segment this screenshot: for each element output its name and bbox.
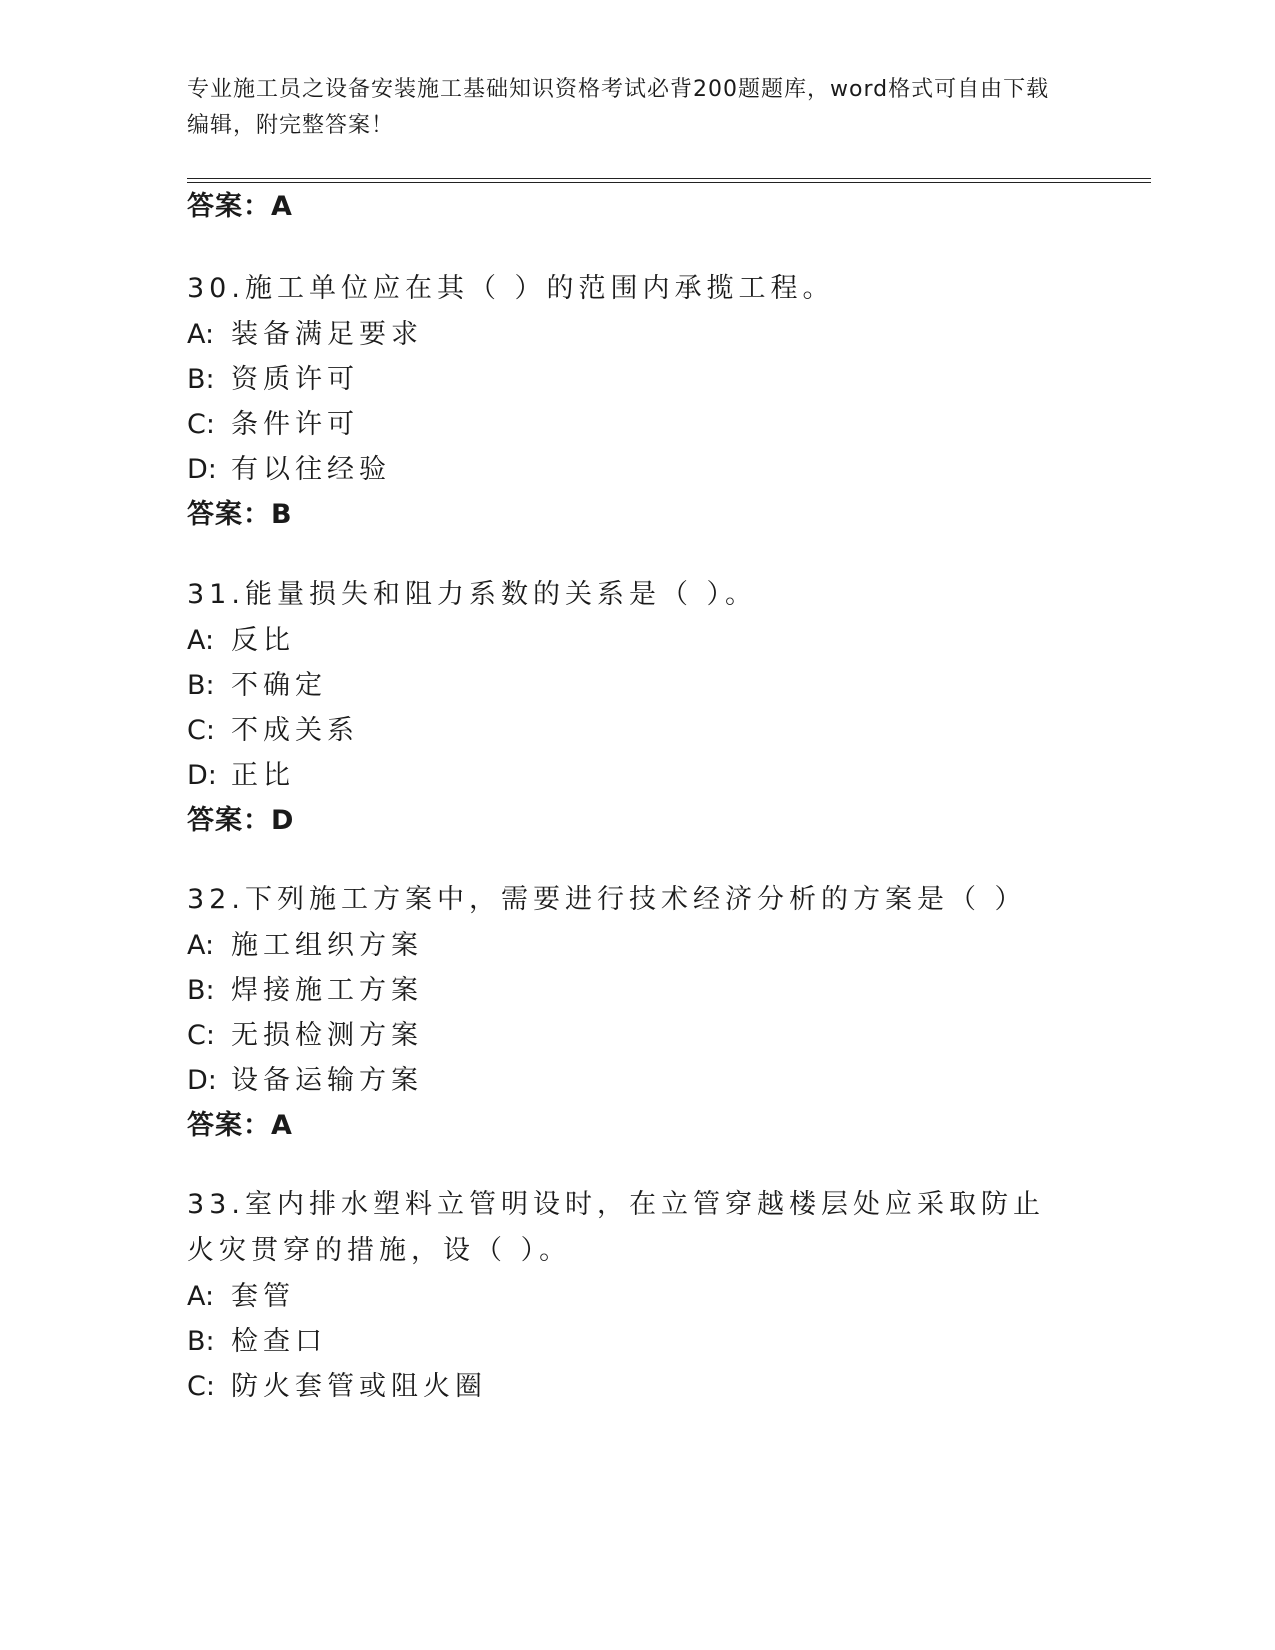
option-text: 反比 bbox=[231, 625, 295, 656]
option-text: 施工组织方案 bbox=[231, 930, 423, 961]
question-33 bbox=[187, 1182, 1057, 1409]
answer-line: 答案：A bbox=[187, 191, 293, 222]
question-30 bbox=[187, 266, 1087, 538]
question-stem: 32.下列施工方案中，需要进行技术经济分析的方案是（ ） bbox=[187, 884, 1027, 915]
answer-line: 答案：D bbox=[187, 805, 295, 836]
option-letter: A: bbox=[187, 625, 215, 656]
option-a bbox=[187, 312, 1087, 357]
question-32 bbox=[187, 877, 1087, 1149]
option-text: 套管 bbox=[231, 1281, 295, 1312]
option-letter: A: bbox=[187, 1281, 215, 1312]
option-letter: B: bbox=[187, 1326, 215, 1357]
option-b bbox=[187, 1319, 1057, 1364]
question-stem: 31.能量损失和阻力系数的关系是（ ）。 bbox=[187, 579, 758, 610]
option-letter: C: bbox=[187, 1371, 215, 1402]
question-stem: 33.室内排水塑料立管明设时，在立管穿越楼层处应采取防止火灾贯穿的措施，设（ ）。 bbox=[187, 1189, 1045, 1266]
option-c bbox=[187, 708, 1087, 753]
answer-line: 答案：A bbox=[187, 1110, 293, 1141]
option-letter: B: bbox=[187, 975, 215, 1006]
option-letter: B: bbox=[187, 670, 215, 701]
option-a bbox=[187, 618, 1087, 663]
option-text: 焊接施工方案 bbox=[231, 975, 423, 1006]
option-letter: C: bbox=[187, 1020, 215, 1051]
option-text: 正比 bbox=[231, 760, 295, 791]
option-letter: B: bbox=[187, 364, 215, 395]
option-letter: C: bbox=[187, 715, 215, 746]
option-b bbox=[187, 968, 1087, 1013]
option-text: 无损检测方案 bbox=[231, 1020, 423, 1051]
answer-line: 答案：B bbox=[187, 499, 293, 530]
option-letter: D: bbox=[187, 454, 217, 485]
option-text: 防火套管或阻火圈 bbox=[231, 1371, 487, 1402]
option-c bbox=[187, 402, 1087, 447]
page-header: 专业施工员之设备安装施工基础知识资格考试必背200题题库，word格式可自由下载编辑，附完整答案！ bbox=[187, 77, 1050, 138]
option-d bbox=[187, 753, 1087, 798]
option-letter: C: bbox=[187, 409, 215, 440]
option-c bbox=[187, 1364, 1057, 1409]
option-text: 不成关系 bbox=[231, 715, 359, 746]
option-b bbox=[187, 663, 1087, 708]
header-divider bbox=[187, 178, 1151, 183]
option-text: 条件许可 bbox=[231, 409, 359, 440]
question-stem: 30.施工单位应在其（ ）的范围内承揽工程。 bbox=[187, 273, 835, 304]
question-31 bbox=[187, 572, 1087, 844]
option-text: 不确定 bbox=[231, 670, 327, 701]
option-text: 装备满足要求 bbox=[231, 319, 423, 350]
option-a bbox=[187, 1274, 1057, 1319]
option-a bbox=[187, 923, 1087, 968]
option-letter: D: bbox=[187, 1065, 217, 1096]
option-text: 资质许可 bbox=[231, 364, 359, 395]
option-letter: A: bbox=[187, 319, 215, 350]
option-d bbox=[187, 447, 1087, 492]
option-text: 检查口 bbox=[231, 1326, 327, 1357]
option-letter: D: bbox=[187, 760, 217, 791]
option-d bbox=[187, 1058, 1087, 1103]
option-text: 设备运输方案 bbox=[231, 1065, 423, 1096]
option-b bbox=[187, 357, 1087, 402]
option-letter: A: bbox=[187, 930, 215, 961]
option-c bbox=[187, 1013, 1087, 1058]
option-text: 有以往经验 bbox=[231, 454, 391, 485]
